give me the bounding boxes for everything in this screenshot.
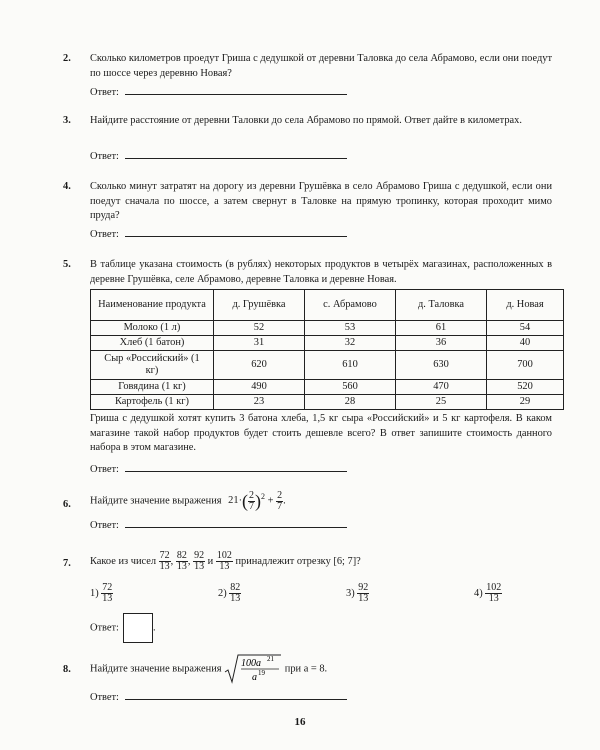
question-expression: Какое из чисел $\frac{72}{13}$ , $\frac{82}{13}$ , $\frac{92}{13}$ и $\frac{102}{13}$ принадлежит отрезку [6; 7]? <box>90 550 361 572</box>
table-cell: Хлеб (1 батон) <box>91 336 214 351</box>
table-cell: 620 <box>214 351 305 380</box>
table-cell: 630 <box>396 351 487 380</box>
header-abramovo: с. Абрамово <box>305 290 396 321</box>
table-cell: Картофель (1 кг) <box>91 395 214 410</box>
question-expression <box>90 654 552 684</box>
table-cell: 52 <box>214 321 305 336</box>
answer-label: Ответ: <box>90 151 119 162</box>
question-text: Сколько километров проедут Гриша с дедушкой от деревни Таловка до села Абрамово, если они поедут по шоссе через деревню Новая? <box>90 53 552 79</box>
question-text: Найдите расстояние от деревни Таловки до села Абрамово по прямой. Ответ дайте в километрах. <box>90 115 522 126</box>
answer-box[interactable] <box>123 613 153 643</box>
question-number: 3. <box>63 115 71 126</box>
answer-label: Ответ: <box>90 87 119 98</box>
table-cell: 560 <box>305 380 396 395</box>
table-cell: 25 <box>396 395 487 410</box>
table-cell: 520 <box>487 380 564 395</box>
table-cell: 29 <box>487 395 564 410</box>
answer-field-5[interactable] <box>90 462 347 475</box>
table-row <box>91 321 564 336</box>
question-number: 7. <box>63 558 71 569</box>
question-7 <box>0 551 600 577</box>
plus-sign: + <box>267 495 274 507</box>
fraction: $\frac{82}{13}$ <box>176 550 187 572</box>
question-number: 2. <box>63 53 71 64</box>
question-text: Гриша с дедушкой хотят купить 3 батона хлеба, 1,5 кг сыра «Российский» и 5 кг картофеля. В каком магазине такой набор продуктов будет стоить дешевле всего? В ответ запишите стоимость данного набора в этом магазине. <box>90 413 552 454</box>
table-cell: 54 <box>487 321 564 336</box>
option-1[interactable]: 1) $\frac{72}{13}$ <box>90 582 113 604</box>
question-number: 8. <box>63 664 71 675</box>
answer-field-3[interactable] <box>90 149 347 162</box>
answer-field-6[interactable] <box>90 518 347 531</box>
fraction: $\frac{2}{7}$ <box>277 489 283 512</box>
question-number: 6. <box>63 499 71 510</box>
table-cell: Молоко (1 л) <box>91 321 214 336</box>
question-text: Найдите значение выражения <box>90 663 222 675</box>
exponent: 2 <box>261 492 266 501</box>
expr-coef: 21 <box>228 495 239 507</box>
question-text: Какое из чисел <box>90 555 157 567</box>
table-row <box>91 380 564 395</box>
fraction: $\frac{102}{13}$ <box>216 550 232 572</box>
table-cell: 53 <box>305 321 396 336</box>
question-text: при a = 8. <box>284 663 328 675</box>
table-cell: 700 <box>487 351 564 380</box>
question-expression: Найдите значение выражения 21·( $\frac{2}{7}$ )$^2$ + $\frac{2}{7}$ . <box>90 489 286 512</box>
question-8 <box>0 654 600 684</box>
radicand-numerator-exp: 21 <box>267 655 275 663</box>
answer-label: Ответ: <box>90 520 119 531</box>
fraction: $\frac{92}{13}$ <box>194 550 205 572</box>
table-row <box>91 351 564 380</box>
header-grushevka: д. Грушёвка <box>214 290 305 321</box>
table-cell: 61 <box>396 321 487 336</box>
square-root <box>224 654 282 684</box>
table-cell: 36 <box>396 336 487 351</box>
header-product: Наименование продукта <box>91 290 214 321</box>
table-cell: 490 <box>214 380 305 395</box>
table-cell: 40 <box>487 336 564 351</box>
table-cell: Сыр «Российский» (1 кг) <box>91 351 214 380</box>
table-cell: 470 <box>396 380 487 395</box>
question-number: 5. <box>63 259 71 270</box>
table-cell: 23 <box>214 395 305 410</box>
radicand-denominator-exp: 19 <box>258 669 266 677</box>
table-cell: 32 <box>305 336 396 351</box>
question-text: Сколько минут затратят на дорогу из деревни Грушёвка в село Абрамово Гриша с дедушкой, если они поедут сначала по шоссе, а затем свернут в Таловке на прямую тропинку, которая проходит мимо пруда? <box>90 181 552 222</box>
option-3[interactable]: 3) $\frac{92}{13}$ <box>346 582 369 604</box>
table-cell: Говядина (1 кг) <box>91 380 214 395</box>
answer-field-2[interactable] <box>90 85 347 98</box>
table-row <box>91 395 564 410</box>
table-cell: 28 <box>305 395 396 410</box>
fraction: $\frac{2}{7}$ <box>249 489 255 512</box>
root-sign <box>224 654 282 684</box>
and-word: и <box>207 555 214 567</box>
question-6 <box>0 490 600 516</box>
option-2[interactable]: 2) $\frac{82}{13}$ <box>218 582 241 604</box>
table-cell: 610 <box>305 351 396 380</box>
answer-field-7: Ответ: . <box>90 613 156 643</box>
table-header-row <box>91 290 564 321</box>
question-number: 4. <box>63 181 71 192</box>
answer-label: Ответ: <box>90 229 119 240</box>
fraction: $\frac{72}{13}$ <box>159 550 170 572</box>
radicand-denominator: a <box>252 672 258 683</box>
page-number: 16 <box>294 716 306 728</box>
header-novaya: д. Новая <box>487 290 564 321</box>
answer-field-4[interactable] <box>90 227 347 240</box>
answer-label: Ответ: <box>90 692 119 703</box>
answer-label: Ответ: <box>90 622 119 634</box>
table-cell: 31 <box>214 336 305 351</box>
question-text: В таблице указана стоимость (в рублях) некоторых продуктов в четырёх магазинах, расположенных в деревне Грушёвка, селе Абрамово, деревне Таловка и деревне Новая. <box>90 259 552 285</box>
answer-label: Ответ: <box>90 464 119 475</box>
question-text: принадлежит отрезку [6; 7]? <box>235 555 361 567</box>
price-table <box>90 289 564 410</box>
option-4[interactable]: 4) $\frac{102}{13}$ <box>474 582 502 604</box>
header-talovka: д. Таловка <box>396 290 487 321</box>
answer-field-8[interactable] <box>90 690 347 703</box>
radicand-numerator: 100a <box>241 658 262 669</box>
table-row <box>91 336 564 351</box>
question-text: Найдите значение выражения <box>90 495 222 507</box>
